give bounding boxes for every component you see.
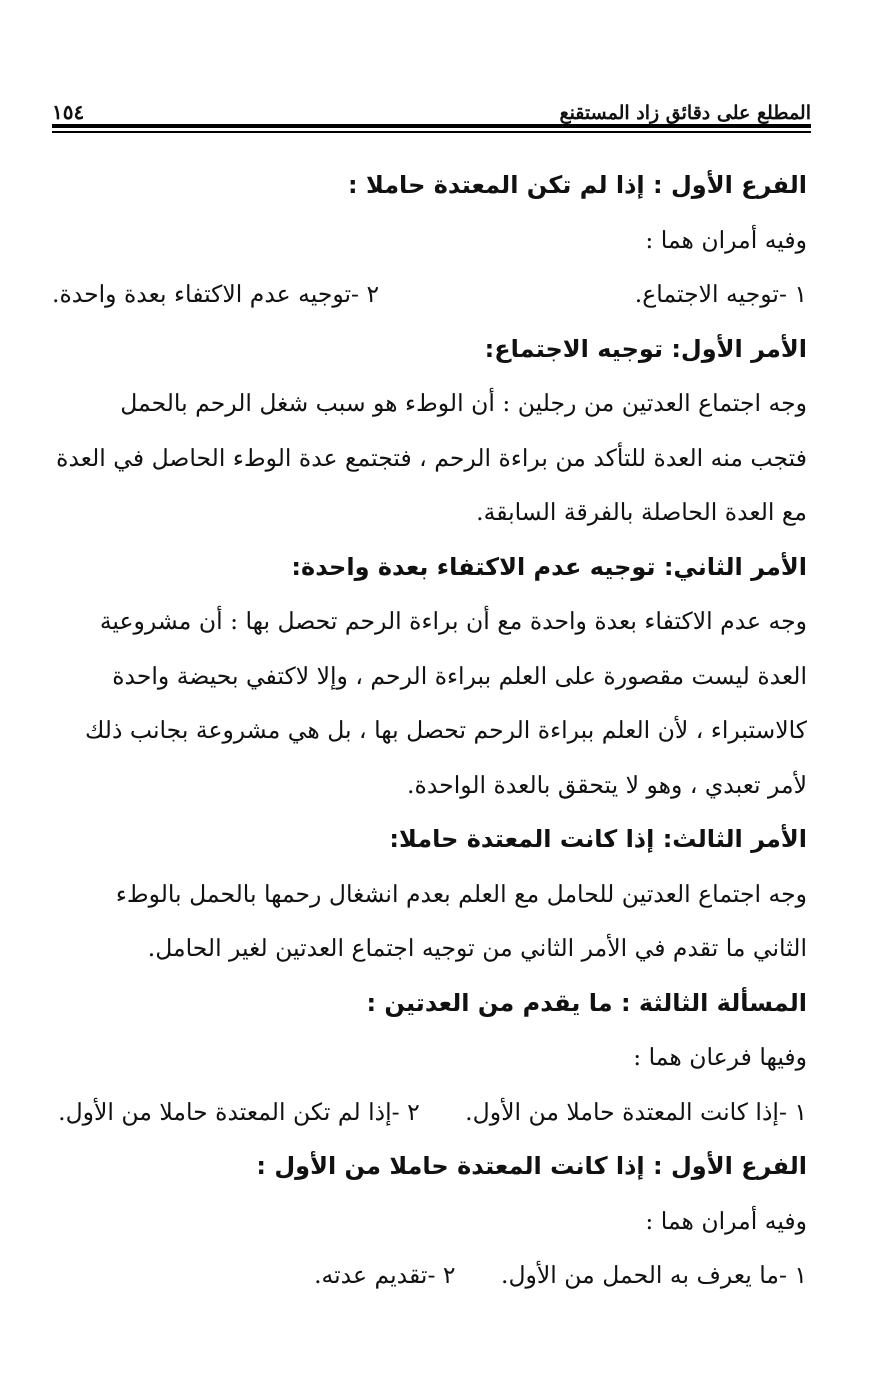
paragraph-line: مع العدة الحاصلة بالفرقة السابقة. [476, 498, 807, 526]
heading-issue-three: المسألة الثالثة : ما يقدم من العدتين : [366, 988, 807, 1017]
heading-matter-three: الأمر الثالث: إذا كانت المعتدة حاملا: [389, 825, 807, 853]
heading-matter-one: الأمر الأول: توجيه الاجتماع: [484, 334, 807, 363]
paragraph-line: وجه اجتماع العدتين من رجلين : أن الوطء هو سبب شغل الرحم بالحمل [120, 389, 807, 417]
paragraph-line: فتجب منه العدة للتأكد من براءة الرحم ، فتجتمع عدة الوطء الحاصل في العدة [56, 443, 807, 472]
header-rule-thin [52, 131, 811, 133]
list-item: ٢ -تقديم عدته. [314, 1261, 456, 1289]
paragraph-line: كالاستبراء ، لأن العلم ببراءة الرحم تحصل بها ، بل هي مشروعة بجانب ذلك [84, 716, 807, 744]
heading-branch-one: الفرع الأول : إذا لم تكن المعتدة حاملا : [348, 171, 807, 199]
page-body [52, 158, 807, 1303]
page-number: ١٥٤ [52, 100, 85, 124]
list-item: ٢ -إذا لم تكن المعتدة حاملا من الأول. [58, 1097, 420, 1126]
list-item: ١ -توجيه الاجتماع. [634, 280, 807, 308]
book-title: المطلع على دقائق زاد المستقنع [559, 102, 811, 124]
list-two-matters [52, 267, 807, 322]
list-item: ٢ -توجيه عدم الاكتفاء بعدة واحدة. [52, 280, 380, 308]
paragraph-line: العدة ليست مقصورة على العلم ببراءة الرحم ، وإلا لاكتفي بحيضة واحدة [112, 661, 807, 690]
intro-two-matters: وفيه أمران هما : [645, 225, 807, 254]
header-rule-thick [52, 124, 811, 128]
list-item: ١ -ما يعرف به الحمل من الأول. [500, 1261, 807, 1289]
running-header [52, 84, 811, 124]
intro-two-matters-2: وفيه أمران هما : [645, 1206, 807, 1235]
heading-branch-pregnant: الفرع الأول : إذا كانت المعتدة حاملا من الأول : [256, 1152, 807, 1180]
paragraph-line: وجه عدم الاكتفاء بعدة واحدة مع أن براءة الرحم تحصل بها : أن مشروعية [99, 607, 807, 635]
paragraph-line: لأمر تعبدي ، وهو لا يتحقق بالعدة الواحدة. [407, 770, 807, 799]
list-two-branches [52, 1085, 807, 1140]
paragraph-line: وجه اجتماع العدتين للحامل مع العلم بعدم انشغال رحمها بالحمل بالوطء [115, 879, 807, 908]
list-item: ١ -إذا كانت المعتدة حاملا من الأول. [465, 1097, 807, 1126]
heading-matter-two: الأمر الثاني: توجيه عدم الاكتفاء بعدة واحدة: [291, 552, 807, 581]
paragraph-line: الثاني ما تقدم في الأمر الثاني من توجيه اجتماع العدتين لغير الحامل. [147, 934, 807, 962]
list-two-matters-2 [52, 1248, 807, 1303]
intro-two-branches: وفيها فرعان هما : [633, 1043, 807, 1071]
